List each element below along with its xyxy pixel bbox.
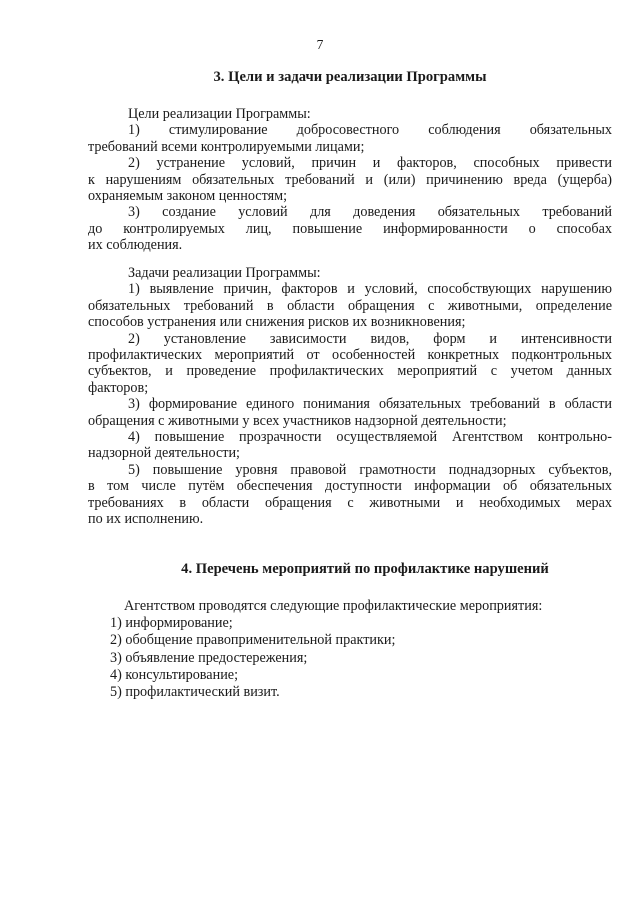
tasks-intro: Задачи реализации Программы: <box>128 265 321 281</box>
task-3-line-2: обращения с животными у всех участников надзорной деятельности; <box>88 412 507 429</box>
task-2-line-4: факторов; <box>88 379 149 396</box>
task-2-line-1: 2) установление зависимости видов, форм и интенсивности <box>128 330 612 347</box>
goals-block <box>88 106 612 254</box>
measure-item: 3) объявление предостережения; <box>110 649 308 666</box>
goal-1-line-2: требований всеми контролируемыми лицами; <box>88 138 365 155</box>
task-4-line-2: надзорной деятельности; <box>88 445 240 462</box>
goal-2-line-1: 2) устранение условий, причин и факторов, способных привести <box>128 155 612 172</box>
goal-2-line-3: охраняемым законом ценностям; <box>88 188 288 205</box>
task-2-line-3: субъектов, и проведение профилактических мероприятий с учетом данных <box>88 363 612 380</box>
measure-item: 5) профилактический визит. <box>110 684 280 701</box>
measure-item: 2) обобщение правоприменительной практики; <box>110 632 396 649</box>
tasks-block <box>88 265 612 528</box>
task-1-line-2: обязательных требований в области обращения с животными, определение <box>88 297 612 314</box>
task-4-line-1: 4) повышение прозрачности осуществляемой Агентством контрольно- <box>128 429 612 446</box>
task-2-line-2: профилактических мероприятий от особенностей конкретных подконтрольных <box>88 347 612 364</box>
goal-3-line-1: 3) создание условий для доведения обязательных требований <box>128 204 612 221</box>
goals-intro: Цели реализации Программы: <box>128 106 311 122</box>
goal-3-line-2: до контролируемых лиц, повышение информированности о способах <box>88 220 612 237</box>
task-5-line-2: в том числе путём обеспечения доступности информации об обязательных <box>88 478 612 495</box>
measures-block <box>110 598 590 701</box>
task-1-line-3: способов устранения или снижения рисков их возникновения; <box>88 314 466 331</box>
measure-item: 4) консультирование; <box>110 666 239 683</box>
section-4-heading: 4. Перечень мероприятий по профилактике нарушений <box>181 561 549 577</box>
measure-item: 1) информирование; <box>110 615 233 632</box>
task-1-line-1: 1) выявление причин, факторов и условий, способствующих нарушению <box>128 281 612 298</box>
goal-2-line-2: к нарушениям обязательных требований и (или) причинению вреда (ущерба) <box>88 171 612 188</box>
task-5-line-4: по их исполнению. <box>88 511 204 528</box>
task-3-line-1: 3) формирование единого понимания обязательных требований в области <box>128 396 612 413</box>
page-number: 7 <box>316 37 324 52</box>
goal-3-line-3: их соблюдения. <box>88 237 183 254</box>
section-3-heading: 3. Цели и задачи реализации Программы <box>213 69 487 85</box>
task-5-line-3: требованиях в области обращения с животными и необходимых мерах <box>88 494 612 511</box>
measures-intro: Агентством проводятся следующие профилактические мероприятия: <box>124 598 543 614</box>
task-5-line-1: 5) повышение уровня правовой грамотности поднадзорных субъектов, <box>128 461 612 478</box>
goal-1-line-1: 1) стимулирование добросовестного соблюдения обязательных <box>128 122 612 139</box>
